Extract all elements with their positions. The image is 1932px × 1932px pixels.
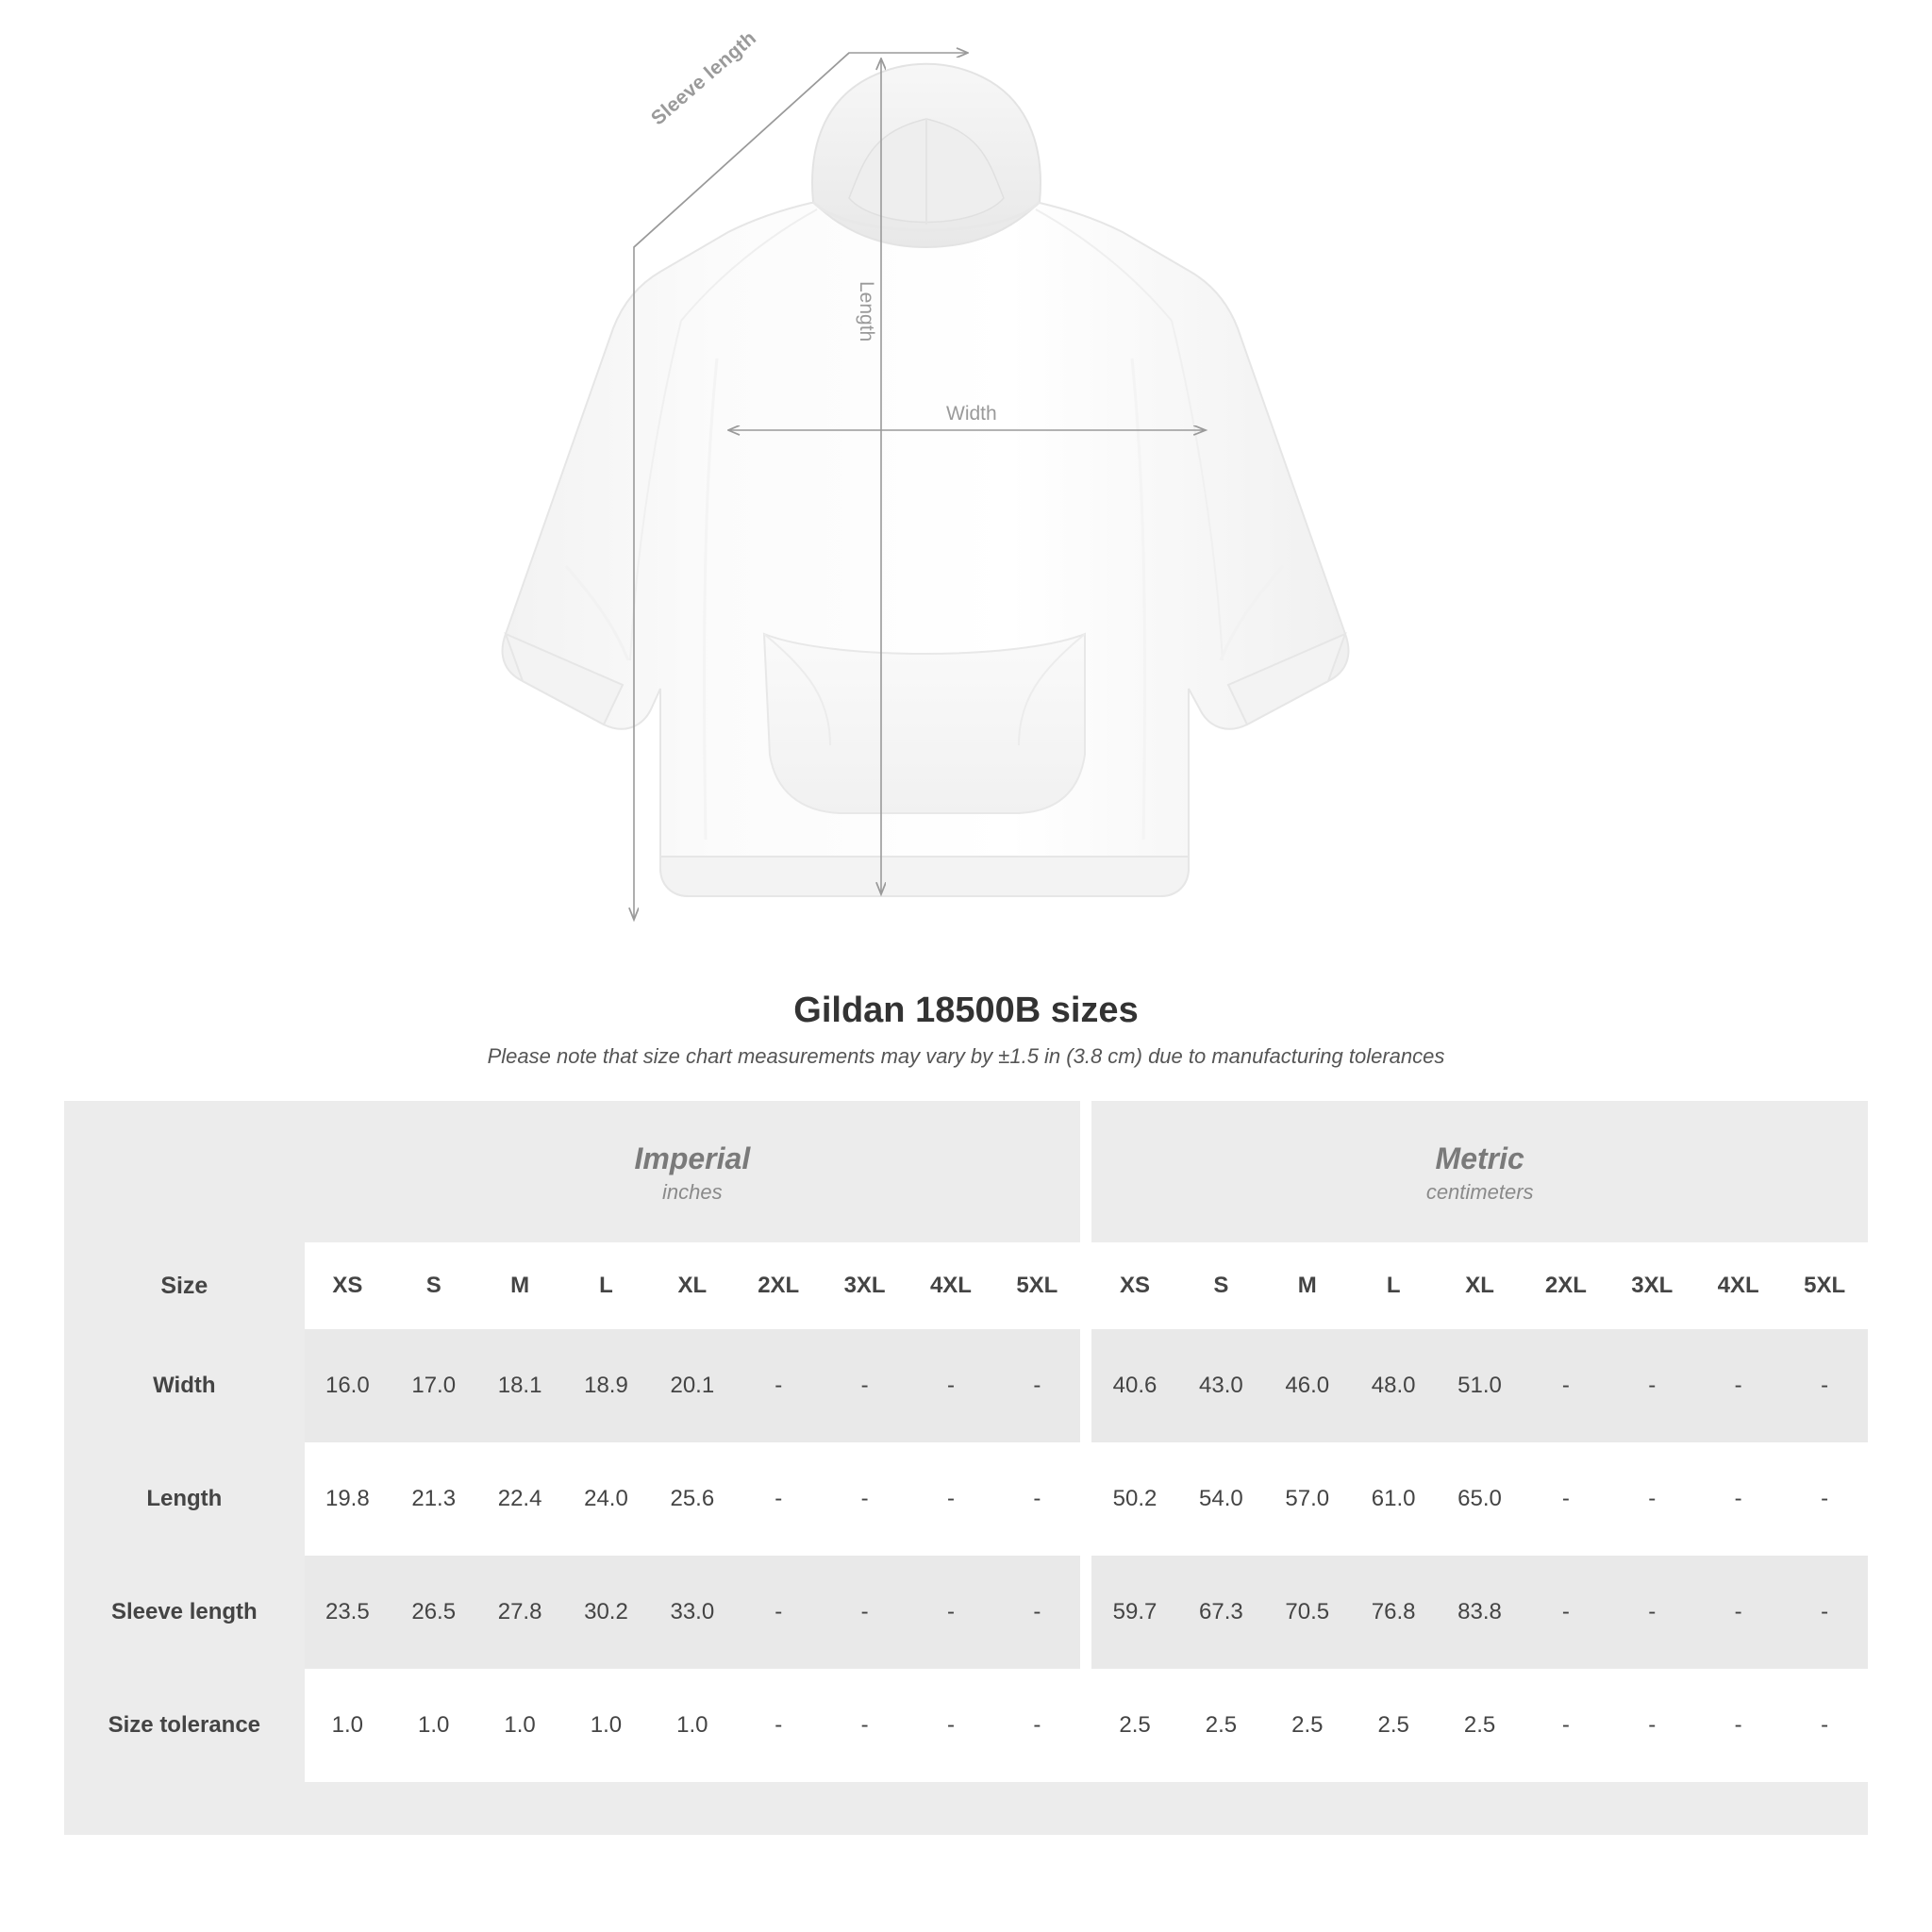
size-header-metric-xl: XL bbox=[1437, 1242, 1523, 1329]
cell-imperial-length-m: 22.4 bbox=[476, 1442, 562, 1556]
size-header-metric-2xl: 2XL bbox=[1523, 1242, 1608, 1329]
cell-metric-sleeve-length-4xl: - bbox=[1695, 1556, 1781, 1669]
cell-imperial-sleeve-length-xl: 33.0 bbox=[649, 1556, 735, 1669]
cell-metric-size-tolerance-l: 2.5 bbox=[1350, 1669, 1436, 1782]
size-header-metric-s: S bbox=[1178, 1242, 1264, 1329]
size-header-imperial-m: M bbox=[476, 1242, 562, 1329]
unit-divider bbox=[1080, 1329, 1091, 1442]
cell-imperial-size-tolerance-2xl: - bbox=[736, 1669, 822, 1782]
tolerance-note: Please note that size chart measurements may vary by ±1.5 in (3.8 cm) due to manufacturing tolerances bbox=[487, 1044, 1445, 1068]
row-label-sleeve-length: Sleeve length bbox=[64, 1556, 305, 1669]
cell-metric-length-m: 57.0 bbox=[1264, 1442, 1350, 1556]
size-header-metric-xs: XS bbox=[1091, 1242, 1177, 1329]
cell-imperial-sleeve-length-5xl: - bbox=[994, 1556, 1080, 1669]
size-header-imperial-3xl: 3XL bbox=[822, 1242, 908, 1329]
cell-imperial-size-tolerance-3xl: - bbox=[822, 1669, 908, 1782]
cell-metric-sleeve-length-m: 70.5 bbox=[1264, 1556, 1350, 1669]
size-header-metric-m: M bbox=[1264, 1242, 1350, 1329]
cell-metric-sleeve-length-3xl: - bbox=[1609, 1556, 1695, 1669]
cell-metric-width-xl: 51.0 bbox=[1437, 1329, 1523, 1442]
cell-imperial-sleeve-length-l: 30.2 bbox=[563, 1556, 649, 1669]
cell-metric-sleeve-length-5xl: - bbox=[1781, 1556, 1868, 1669]
cell-imperial-length-3xl: - bbox=[822, 1442, 908, 1556]
cell-imperial-width-xl: 20.1 bbox=[649, 1329, 735, 1442]
cell-imperial-sleeve-length-2xl: - bbox=[736, 1556, 822, 1669]
size-header-imperial-4xl: 4XL bbox=[908, 1242, 993, 1329]
cell-imperial-size-tolerance-xl: 1.0 bbox=[649, 1669, 735, 1782]
table-row bbox=[64, 1556, 1868, 1669]
cell-imperial-length-4xl: - bbox=[908, 1442, 993, 1556]
table-row bbox=[64, 1329, 1868, 1442]
unit-name-metric: Metric bbox=[1435, 1141, 1524, 1176]
cell-imperial-width-3xl: - bbox=[822, 1329, 908, 1442]
cell-imperial-length-xl: 25.6 bbox=[649, 1442, 735, 1556]
dimension-label-length: Length bbox=[856, 281, 877, 342]
cell-metric-length-s: 54.0 bbox=[1178, 1442, 1264, 1556]
page-title: Gildan 18500B sizes bbox=[793, 991, 1139, 1030]
row-label-size-tolerance: Size tolerance bbox=[64, 1669, 305, 1782]
cell-metric-length-2xl: - bbox=[1523, 1442, 1608, 1556]
cell-imperial-size-tolerance-m: 1.0 bbox=[476, 1669, 562, 1782]
cell-imperial-length-5xl: - bbox=[994, 1442, 1080, 1556]
size-header-metric-5xl: 5XL bbox=[1781, 1242, 1868, 1329]
unit-header-spacer bbox=[64, 1101, 305, 1242]
cell-metric-size-tolerance-xs: 2.5 bbox=[1091, 1669, 1177, 1782]
table-footer-cell bbox=[64, 1782, 1868, 1835]
size-header-metric-l: L bbox=[1350, 1242, 1436, 1329]
unit-name-imperial: Imperial bbox=[634, 1141, 751, 1176]
cell-imperial-sleeve-length-3xl: - bbox=[822, 1556, 908, 1669]
unit-divider bbox=[1080, 1669, 1091, 1782]
cell-metric-size-tolerance-s: 2.5 bbox=[1178, 1669, 1264, 1782]
hoodie-body bbox=[503, 64, 1349, 896]
size-header-imperial-2xl: 2XL bbox=[736, 1242, 822, 1329]
cell-metric-width-m: 46.0 bbox=[1264, 1329, 1350, 1442]
cell-imperial-width-2xl: - bbox=[736, 1329, 822, 1442]
unit-divider bbox=[1080, 1242, 1091, 1329]
cell-metric-size-tolerance-3xl: - bbox=[1609, 1669, 1695, 1782]
cell-metric-sleeve-length-2xl: - bbox=[1523, 1556, 1608, 1669]
size-header-metric-4xl: 4XL bbox=[1695, 1242, 1781, 1329]
row-label-length: Length bbox=[64, 1442, 305, 1556]
cell-metric-width-2xl: - bbox=[1523, 1329, 1608, 1442]
cell-metric-width-l: 48.0 bbox=[1350, 1329, 1436, 1442]
unit-divider bbox=[1080, 1101, 1091, 1242]
cell-imperial-sleeve-length-s: 26.5 bbox=[391, 1556, 476, 1669]
row-label-width: Width bbox=[64, 1329, 305, 1442]
unit-sub-metric: centimeters bbox=[1425, 1179, 1534, 1204]
cell-imperial-size-tolerance-4xl: - bbox=[908, 1669, 993, 1782]
unit-header-metric bbox=[1091, 1101, 1868, 1242]
cell-imperial-length-l: 24.0 bbox=[563, 1442, 649, 1556]
cell-metric-length-xs: 50.2 bbox=[1091, 1442, 1177, 1556]
cell-metric-sleeve-length-xl: 83.8 bbox=[1437, 1556, 1523, 1669]
cell-metric-sleeve-length-l: 76.8 bbox=[1350, 1556, 1436, 1669]
cell-metric-length-4xl: - bbox=[1695, 1442, 1781, 1556]
cell-imperial-size-tolerance-s: 1.0 bbox=[391, 1669, 476, 1782]
cell-metric-width-xs: 40.6 bbox=[1091, 1329, 1177, 1442]
cell-imperial-width-l: 18.9 bbox=[563, 1329, 649, 1442]
size-header-imperial-xl: XL bbox=[649, 1242, 735, 1329]
unit-header-row bbox=[64, 1101, 1868, 1242]
size-chart-table-wrapper bbox=[64, 1101, 1868, 1835]
cell-imperial-width-xs: 16.0 bbox=[305, 1329, 391, 1442]
unit-divider bbox=[1080, 1442, 1091, 1556]
cell-metric-size-tolerance-5xl: - bbox=[1781, 1669, 1868, 1782]
table-row bbox=[64, 1669, 1868, 1782]
cell-imperial-size-tolerance-xs: 1.0 bbox=[305, 1669, 391, 1782]
unit-header-imperial bbox=[305, 1101, 1080, 1242]
cell-metric-size-tolerance-4xl: - bbox=[1695, 1669, 1781, 1782]
cell-metric-sleeve-length-xs: 59.7 bbox=[1091, 1556, 1177, 1669]
size-header-imperial-xs: XS bbox=[305, 1242, 391, 1329]
size-label-cell: Size bbox=[64, 1242, 305, 1329]
cell-imperial-sleeve-length-4xl: - bbox=[908, 1556, 993, 1669]
cell-imperial-size-tolerance-5xl: - bbox=[994, 1669, 1080, 1782]
unit-divider bbox=[1080, 1556, 1091, 1669]
cell-metric-length-3xl: - bbox=[1609, 1442, 1695, 1556]
dimension-label-width: Width bbox=[946, 403, 997, 425]
cell-metric-size-tolerance-2xl: - bbox=[1523, 1669, 1608, 1782]
size-chart-table bbox=[64, 1101, 1868, 1835]
cell-imperial-width-m: 18.1 bbox=[476, 1329, 562, 1442]
unit-sub-imperial: inches bbox=[662, 1179, 723, 1204]
size-header-imperial-s: S bbox=[391, 1242, 476, 1329]
cell-imperial-length-s: 21.3 bbox=[391, 1442, 476, 1556]
table-footer-strip bbox=[64, 1782, 1868, 1835]
cell-imperial-sleeve-length-xs: 23.5 bbox=[305, 1556, 391, 1669]
cell-metric-length-l: 61.0 bbox=[1350, 1442, 1436, 1556]
size-header-imperial-5xl: 5XL bbox=[994, 1242, 1080, 1329]
cell-metric-width-4xl: - bbox=[1695, 1329, 1781, 1442]
cell-imperial-sleeve-length-m: 27.8 bbox=[476, 1556, 562, 1669]
cell-metric-width-5xl: - bbox=[1781, 1329, 1868, 1442]
size-header-imperial-l: L bbox=[563, 1242, 649, 1329]
cell-imperial-width-s: 17.0 bbox=[391, 1329, 476, 1442]
cell-metric-size-tolerance-xl: 2.5 bbox=[1437, 1669, 1523, 1782]
cell-metric-width-s: 43.0 bbox=[1178, 1329, 1264, 1442]
cell-imperial-length-2xl: - bbox=[736, 1442, 822, 1556]
cell-metric-sleeve-length-s: 67.3 bbox=[1178, 1556, 1264, 1669]
cell-imperial-length-xs: 19.8 bbox=[305, 1442, 391, 1556]
cell-imperial-width-4xl: - bbox=[908, 1329, 993, 1442]
cell-imperial-width-5xl: - bbox=[994, 1329, 1080, 1442]
cell-imperial-size-tolerance-l: 1.0 bbox=[563, 1669, 649, 1782]
chart-header bbox=[0, 991, 1932, 1069]
table-row bbox=[64, 1442, 1868, 1556]
cell-metric-length-xl: 65.0 bbox=[1437, 1442, 1523, 1556]
dimension-label-sleeve-length: Sleeve length bbox=[647, 26, 761, 130]
size-header-metric-3xl: 3XL bbox=[1609, 1242, 1695, 1329]
cell-metric-width-3xl: - bbox=[1609, 1329, 1695, 1442]
cell-metric-length-5xl: - bbox=[1781, 1442, 1868, 1556]
size-header-row bbox=[64, 1242, 1868, 1329]
cell-metric-size-tolerance-m: 2.5 bbox=[1264, 1669, 1350, 1782]
